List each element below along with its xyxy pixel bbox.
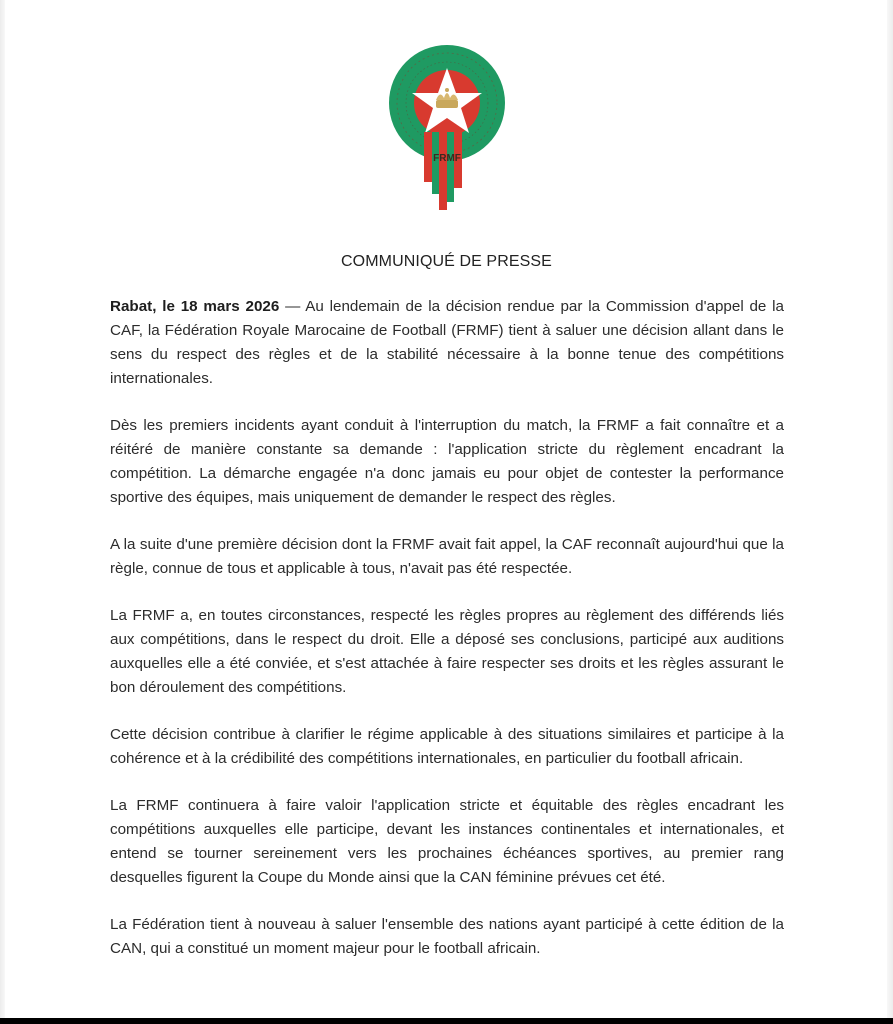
svg-text:FRMF: FRMF [433, 153, 461, 164]
bottom-bar [0, 1018, 893, 1024]
frmf-crest-icon [384, 40, 510, 216]
paragraph-5: Cette décision contribue à clarifier le régime applicable à des situations similaires et participe à la cohérence et à la crédibilité des compétitions internationales, en particulier du football africain. [110, 726, 784, 767]
paragraph-3: A la suite d'une première décision dont la FRMF avait fait appel, la CAF reconnaît aujourd'hui que la règle, connue de tous et applicable à tous, n'avait pas été respectée. [110, 536, 784, 577]
paragraph-4: La FRMF a, en toutes circonstances, respecté les règles propres au règlement des différends liés aux compétitions, dans le respect du droit. Elle a déposé ses conclusions, participé aux auditions auxquelles elle a été conviée, et s'est attachée à faire respecter ses droits et les règles assurant le bon déroulement des compétitions. [110, 607, 784, 696]
paragraph-2: Dès les premiers incidents ayant conduit à l'interruption du match, la FRMF a fait connaître et a réitéré de manière constante sa demande : l'application stricte du règlement encadrant la compétition. La démarche engagée n'a donc jamais eu pour objet de contester la performance sportive des équipes, mais uniquement de demander le respect des règles. [110, 417, 784, 506]
paragraph-6: La FRMF continuera à faire valoir l'application stricte et équitable des règles encadrant les compétitions auxquelles elle participe, devant les instances continentales et internationales, et entend se tourner sereinement vers les prochaines échéances sportives, au premier rang desquelles figurent la Coupe du Monde ainsi que la CAN féminine prévues cet été. [110, 797, 784, 886]
paragraph-7: La Fédération tient à nouveau à saluer l'ensemble des nations ayant participé à cette édition de la CAN, qui a constitué un moment majeur pour le football africain. [110, 916, 784, 957]
paragraph-1 [110, 295, 784, 391]
page-title: COMMUNIQUÉ DE PRESSE [341, 253, 552, 270]
press-release-body [110, 295, 784, 984]
dateline: Rabat, le 18 mars 2026 [110, 298, 280, 315]
page-edge-right [887, 0, 893, 1018]
page-edge-left [0, 0, 5, 1018]
paragraph-1-text: — Au lendemain de la décision rendue par la Commission d'appel de la CAF, la Fédération Royale Marocaine de Football (FRMF) tient à saluer une décision allant dans le sens du respect des règles et de la stabilité nécessaire à la bonne tenue des compétitions internationales. [110, 298, 785, 387]
